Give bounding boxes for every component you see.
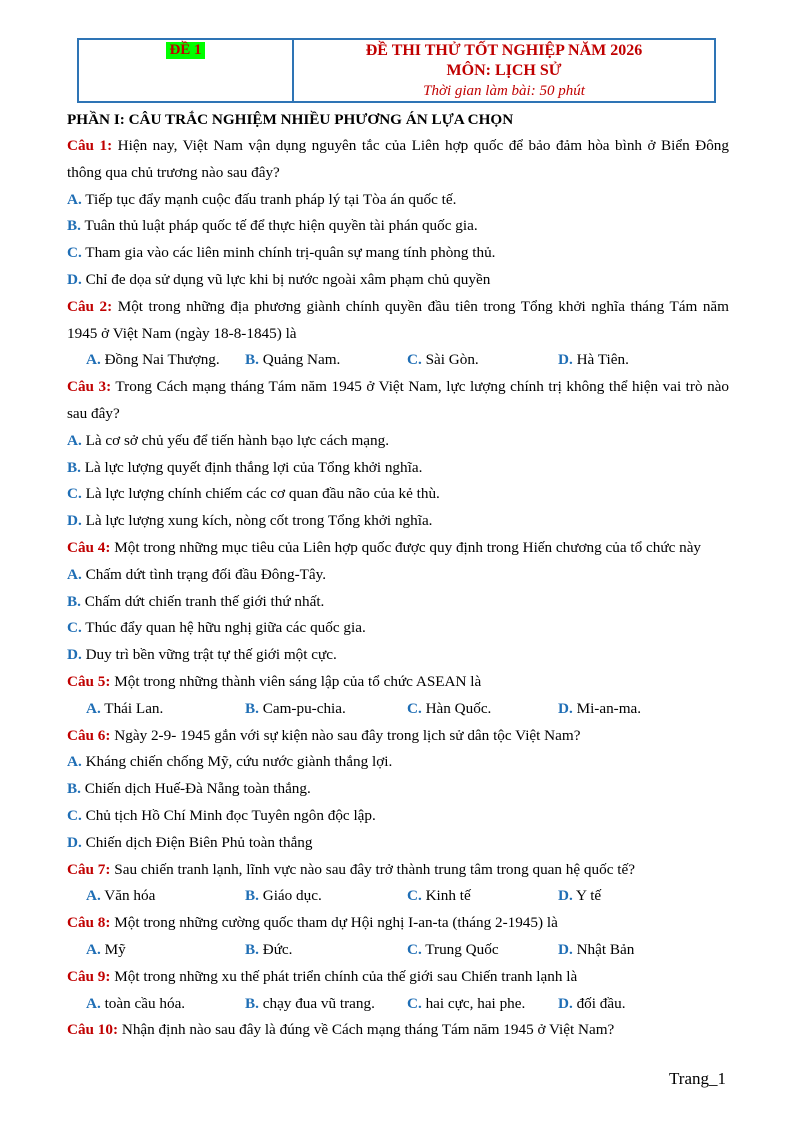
option-text: Kháng chiến chống Mỹ, cứu nước giành thắng lợi. (81, 753, 393, 771)
exam-content (67, 107, 729, 1044)
option-letter: D. (67, 646, 82, 664)
question-3 (67, 374, 729, 428)
exam-time: Thời gian làm bài: 50 phút (423, 83, 585, 99)
question-number: Câu 3: (67, 378, 112, 396)
question-number: Câu 4: (67, 538, 111, 556)
option (86, 883, 245, 910)
option (67, 749, 729, 776)
question-number: Câu 6: (67, 726, 111, 744)
option (86, 347, 245, 374)
option (245, 883, 407, 910)
option (67, 267, 729, 294)
question-text: Một trong những thành viên sáng lập của tổ chức ASEAN là (110, 672, 482, 690)
options-row (67, 696, 729, 723)
option-text: toàn cầu hóa. (100, 994, 186, 1012)
option (67, 562, 729, 589)
option (245, 347, 407, 374)
option-letter: B. (245, 887, 259, 905)
option (245, 696, 407, 723)
option-letter: D. (67, 833, 82, 851)
option-text: Hà Tiên. (572, 351, 629, 369)
option-text: Thúc đẩy quan hệ hữu nghị giữa các quốc gia. (81, 619, 366, 637)
option-letter: C. (67, 485, 82, 503)
option (67, 455, 729, 482)
option-letter: B. (67, 780, 81, 798)
header-right-cell (294, 40, 714, 101)
option-text: Là lực lượng chính chiếm các cơ quan đầu não của kẻ thù. (81, 485, 440, 503)
option (558, 883, 708, 910)
option-letter: C. (67, 244, 82, 262)
option-text: Quảng Nam. (258, 351, 341, 369)
option-letter: A. (67, 753, 82, 771)
question-text: Một trong những xu thế phát triển chính của thế giới sau Chiến tranh lạnh là (110, 967, 578, 985)
option-text: Sài Gòn. (421, 351, 479, 369)
question-number: Câu 1: (67, 137, 113, 154)
options-row (67, 991, 729, 1018)
option-text: Đồng Nai Thượng. (100, 351, 220, 369)
option-letter: C. (67, 619, 82, 637)
option (67, 213, 729, 240)
option (67, 428, 729, 455)
question-text: Nhận định nào sau đây là đúng về Cách mạng tháng Tám năm 1945 ở Việt Nam? (118, 1021, 615, 1039)
page-number: Trang_1 (669, 1069, 726, 1088)
option-letter: A. (86, 351, 101, 369)
option-text: Thái Lan. (100, 699, 164, 717)
option-text: chạy đua vũ trang. (258, 994, 375, 1012)
question-text: Sau chiến tranh lạnh, lĩnh vực nào sau đây trở thành trung tâm trong quan hệ quốc tế? (110, 860, 635, 878)
exam-title: ĐỀ THI THỬ TỐT NGHIỆP NĂM 2026 (365, 42, 643, 59)
option (558, 347, 708, 374)
option (558, 937, 708, 964)
options-row (67, 937, 729, 964)
option-letter: A. (67, 190, 82, 208)
question-text: Một trong những cường quốc tham dự Hội nghị I-an-ta (tháng 2-1945) là (110, 914, 558, 932)
question-4 (67, 535, 729, 562)
option-text: hai cực, hai phe. (421, 994, 526, 1012)
option (407, 883, 558, 910)
question-2 (67, 294, 729, 348)
option-text: Nhật Bản (572, 940, 635, 958)
option-letter: B. (67, 458, 81, 476)
option-text: Là cơ sở chủ yếu để tiến hành bạo lực cách mạng. (81, 431, 390, 449)
question-number: Câu 10: (67, 1021, 119, 1039)
options-row (67, 347, 729, 374)
option (407, 991, 558, 1018)
option (67, 803, 729, 830)
option-letter: B. (245, 940, 259, 958)
option-letter: D. (558, 940, 573, 958)
question-1 (67, 133, 729, 187)
exam-header (77, 38, 716, 103)
option-letter: D. (558, 887, 573, 905)
option (86, 937, 245, 964)
option (67, 830, 729, 857)
option-letter: C. (407, 887, 422, 905)
option-letter: D. (558, 994, 573, 1012)
option (407, 937, 558, 964)
option (67, 481, 729, 508)
option-text: Tuân thủ luật pháp quốc tế để thực hiện quyền tài phán quốc gia. (80, 217, 478, 235)
option (407, 347, 558, 374)
option-letter: D. (558, 699, 573, 717)
option-text: Mi-an-ma. (572, 699, 642, 717)
option-text: Chấm dứt chiến tranh thế giới thứ nhất. (80, 592, 325, 610)
question-number: Câu 2: (67, 297, 113, 315)
option-letter: C. (67, 806, 82, 824)
question-number: Câu 9: (67, 967, 111, 985)
option-text: Là lực lượng quyết định thắng lợi của Tổng khởi nghĩa. (80, 458, 423, 476)
option-text: Cam-pu-chia. (258, 699, 346, 717)
option-letter: A. (86, 994, 101, 1012)
exam-subject: MÔN: LỊCH SỬ (446, 62, 562, 79)
option-letter: C. (407, 351, 422, 369)
option-letter: B. (67, 217, 81, 235)
option (67, 776, 729, 803)
option-letter: C. (407, 940, 422, 958)
option-letter: C. (407, 994, 422, 1012)
option (558, 696, 708, 723)
option-text: Tham gia vào các liên minh chính trị-quân sự mang tính phòng thủ. (81, 244, 496, 262)
question-number: Câu 7: (67, 860, 111, 878)
question-text: Một trong những địa phương giành chính quyền đầu tiên trong Tổng khởi nghĩa tháng Tám năm 1945 ở Việt Nam (ngày 18-8-1845) là (67, 297, 729, 342)
option (558, 991, 708, 1018)
option-text: Trung Quốc (421, 940, 499, 958)
option (245, 991, 407, 1018)
option-text: Chỉ đe dọa sử dụng vũ lực khi bị nước ngoài xâm phạm chủ quyền (81, 270, 491, 288)
exam-code-badge: ĐỀ 1 (166, 42, 204, 59)
option-letter: B. (245, 699, 259, 717)
option-text: Duy trì bền vững trật tự thế giới một cực. (81, 646, 337, 664)
question-9 (67, 964, 729, 991)
option (86, 696, 245, 723)
option (67, 508, 729, 535)
option-letter: A. (86, 887, 101, 905)
option-text: Mỹ (100, 940, 126, 958)
option-text: Đức. (258, 940, 293, 958)
option (407, 696, 558, 723)
question-5 (67, 669, 729, 696)
option-letter: A. (86, 699, 101, 717)
option-letter: A. (86, 940, 101, 958)
question-10 (67, 1017, 729, 1044)
option-letter: B. (67, 592, 81, 610)
option-text: Giáo dục. (258, 887, 322, 905)
question-number: Câu 5: (67, 672, 111, 690)
option (86, 991, 245, 1018)
option-letter: D. (67, 270, 82, 288)
question-text: Trong Cách mạng tháng Tám năm 1945 ở Việt Nam, lực lượng chính trị không thể hiện vai trò nào sau đây? (67, 378, 729, 422)
options-row (67, 883, 729, 910)
question-6 (67, 723, 729, 750)
option-letter: A. (67, 565, 82, 583)
header-left-cell (79, 40, 294, 101)
option-text: Chiến dịch Huế-Đà Nẵng toàn thắng. (80, 780, 311, 798)
section-title: PHẦN I: CÂU TRẮC NGHIỆM NHIỀU PHƯƠNG ÁN LỰA CHỌN (67, 111, 514, 128)
question-text: Ngày 2-9- 1945 gắn với sự kiện nào sau đây trong lịch sử dân tộc Việt Nam? (110, 726, 581, 744)
question-8 (67, 910, 729, 937)
question-text: Hiện nay, Việt Nam vận dụng nguyên tắc của Liên hợp quốc để bảo đảm hòa bình ở Biển Đông thông qua chủ trương nào sau đây? (67, 137, 729, 181)
option-text: Chấm dứt tình trạng đối đầu Đông-Tây. (81, 565, 327, 583)
question-7 (67, 857, 729, 884)
option (67, 642, 729, 669)
option (67, 589, 729, 616)
option-letter: A. (67, 431, 82, 449)
option (67, 615, 729, 642)
option-letter: D. (67, 512, 82, 530)
option-letter: D. (558, 351, 573, 369)
option-text: Tiếp tục đẩy mạnh cuộc đấu tranh pháp lý tại Tòa án quốc tế. (81, 190, 457, 208)
option-letter: B. (245, 994, 259, 1012)
option-text: Hàn Quốc. (421, 699, 492, 717)
option-text: đối đầu. (572, 994, 626, 1012)
option-letter: C. (407, 699, 422, 717)
question-text: Một trong những mục tiêu của Liên hợp quốc được quy định trong Hiến chương của tổ chức này (110, 538, 702, 556)
option-text: Y tế (572, 887, 602, 905)
option (245, 937, 407, 964)
option (67, 240, 729, 267)
question-number: Câu 8: (67, 914, 111, 932)
option-text: Chiến dịch Điện Biên Phủ toàn thắng (81, 833, 313, 851)
option-text: Văn hóa (100, 887, 156, 905)
option-text: Kinh tế (421, 887, 471, 905)
option-text: Là lực lượng xung kích, nòng cốt trong Tổng khởi nghĩa. (81, 512, 433, 530)
option-letter: B. (245, 351, 259, 369)
option-text: Chủ tịch Hồ Chí Minh đọc Tuyên ngôn độc lập. (81, 806, 376, 824)
option (67, 187, 729, 214)
